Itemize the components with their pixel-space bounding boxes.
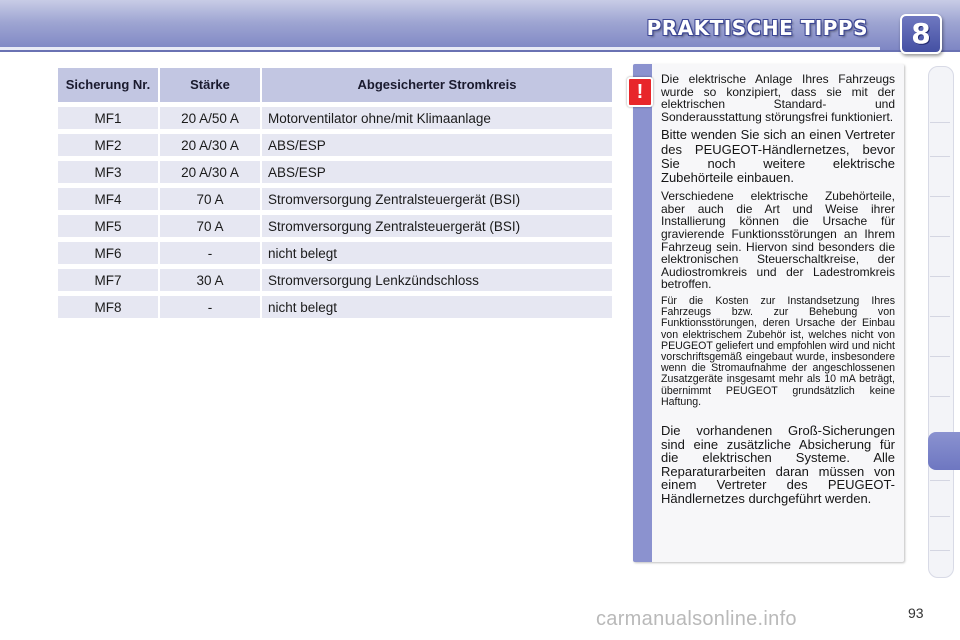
cell-nr: MF1 <box>58 107 158 129</box>
note-paragraph: Für die Kosten zur Instandsetzung Ihres Fahrzeugs bzw. zur Behebung von Funktionsstörungen, deren Ursache der Einbau von elektrischem Zubehör ist, welches nicht von PEUGEOT geliefert und empfohlen wird und nicht vorschriftsgemäß eingebaut wurde, insbesondere wenn die Stromaufnahme der angeschlossenen Zusatzgeräte insgesamt mehr als 10 mA beträgt, übernimmt PEUGEOT grundsätzlich keine Haftung. <box>661 294 895 408</box>
column-header-staerke: Stärke <box>160 68 260 102</box>
cell-nr: MF3 <box>58 161 158 183</box>
cell-stromkreis: Motorventilator ohne/mit Klimaanlage <box>262 107 612 129</box>
chapter-tab-divider <box>930 550 950 551</box>
column-header-stromkreis: Abgesicherter Stromkreis <box>262 68 612 102</box>
table-row <box>58 188 612 210</box>
chapter-tab-divider <box>930 516 950 517</box>
chapter-tab-strip <box>928 66 954 578</box>
column-header-nr: Sicherung Nr. <box>58 68 158 102</box>
table-row <box>58 215 612 237</box>
note-paragraph: Verschiedene elektrische Zubehörteile, aber auch die Art und Weise ihrer Installierung können die Ursache für gravierende Funktionsstörungen an Ihrem Fahrzeug sein. Hiervon sind besonders die elektronischen Steuerschaltkreise, der Audiostromkreis und der Ladestromkreis betroffen. <box>661 189 895 292</box>
table-header-row <box>58 68 612 102</box>
cell-stromkreis: ABS/ESP <box>262 161 612 183</box>
cell-staerke: 70 A <box>160 188 260 210</box>
note-paragraph: Die vorhandenen Groß-Sicherungen sind eine zusätzliche Absicherung für die elektrischen Systeme. Alle Reparaturarbeiten daran müssen von einem Vertreter des PEUGEOT-Händlernetzes durchgeführt werden. <box>661 422 895 506</box>
chapter-tab-divider <box>930 316 950 317</box>
cell-stromkreis: ABS/ESP <box>262 134 612 156</box>
table-row <box>58 107 612 129</box>
chapter-tab-divider <box>930 122 950 123</box>
cell-staerke: - <box>160 296 260 318</box>
warning-icon: ! <box>627 77 653 107</box>
chapter-tab-divider <box>930 356 950 357</box>
section-title: PRAKTISCHE TIPPS <box>646 16 868 40</box>
cell-nr: MF7 <box>58 269 158 291</box>
header-divider <box>0 47 880 50</box>
cell-nr: MF2 <box>58 134 158 156</box>
cell-staerke: - <box>160 242 260 264</box>
cell-nr: MF8 <box>58 296 158 318</box>
cell-staerke: 30 A <box>160 269 260 291</box>
cell-stromkreis: Stromversorgung Lenkzündschloss <box>262 269 612 291</box>
chapter-tab-divider <box>930 480 950 481</box>
chapter-tab-divider <box>930 196 950 197</box>
page-number: 93 <box>908 605 924 621</box>
table-row <box>58 161 612 183</box>
chapter-tab-divider <box>930 396 950 397</box>
cell-staerke: 20 A/30 A <box>160 161 260 183</box>
cell-nr: MF5 <box>58 215 158 237</box>
table-row <box>58 134 612 156</box>
watermark: carmanualsonline.info <box>596 608 797 630</box>
table-row <box>58 269 612 291</box>
cell-staerke: 70 A <box>160 215 260 237</box>
chapter-tab-divider <box>930 276 950 277</box>
chapter-number-badge[interactable]: 8 <box>900 14 942 54</box>
cell-nr: MF6 <box>58 242 158 264</box>
cell-stromkreis: Stromversorgung Zentralsteuergerät (BSI) <box>262 215 612 237</box>
cell-stromkreis: nicht belegt <box>262 296 612 318</box>
table-row <box>58 296 612 318</box>
chapter-tab-active[interactable] <box>928 432 960 470</box>
warning-note-text <box>661 73 895 511</box>
chapter-tab-divider <box>930 156 950 157</box>
chapter-tab-divider <box>930 236 950 237</box>
cell-stromkreis: nicht belegt <box>262 242 612 264</box>
cell-staerke: 20 A/50 A <box>160 107 260 129</box>
cell-stromkreis: Stromversorgung Zentralsteuergerät (BSI) <box>262 188 612 210</box>
note-paragraph: Bitte wenden Sie sich an einen Vertreter des PEUGEOT-Händlernetzes, bevor Sie noch weitere elektrische Zubehörteile einbauen. <box>661 127 895 185</box>
note-paragraph: Die elektrische Anlage Ihres Fahrzeugs wurde so konzipiert, dass sie mit der elektrischen Standard- und Sonderausstattung störungsfrei funktioniert. <box>661 72 895 124</box>
cell-staerke: 20 A/30 A <box>160 134 260 156</box>
cell-nr: MF4 <box>58 188 158 210</box>
table-row <box>58 242 612 264</box>
fuse-table <box>56 63 614 323</box>
